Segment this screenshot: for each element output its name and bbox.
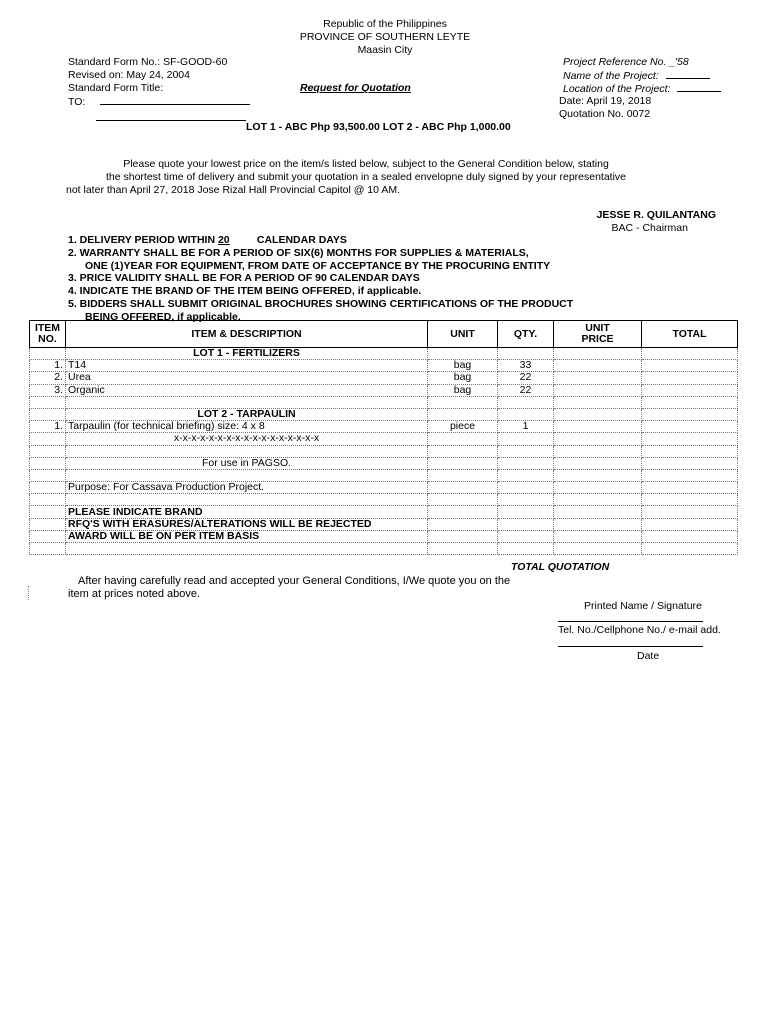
qty-cell xyxy=(498,445,554,457)
item-no-cell xyxy=(30,530,66,542)
header-total: TOTAL xyxy=(642,321,738,348)
item-no-cell xyxy=(30,445,66,457)
description-cell: PLEASE INDICATE BRAND xyxy=(66,506,428,518)
unit-cell xyxy=(428,506,498,518)
table-row xyxy=(30,469,738,481)
signatory-title: BAC - Chairman xyxy=(611,222,688,234)
project-reference: Project Reference No. _'58 xyxy=(563,56,689,68)
date-signature-line[interactable] xyxy=(558,646,703,647)
item-no-cell: 2. xyxy=(30,372,66,384)
table-row xyxy=(30,421,738,433)
table-row xyxy=(30,482,738,494)
condition-1 xyxy=(68,234,573,247)
total-cell[interactable] xyxy=(642,469,738,481)
unit-cell: bag xyxy=(428,372,498,384)
total-cell[interactable] xyxy=(642,457,738,469)
project-name-label: Name of the Project: xyxy=(563,70,659,82)
quotation-number: Quotation No. 0072 xyxy=(559,108,651,120)
item-no-cell: 3. xyxy=(30,384,66,396)
item-no-cell xyxy=(30,396,66,408)
qty-cell xyxy=(498,482,554,494)
lot-summary: LOT 1 - ABC Php 93,500.00 LOT 2 - ABC Php 1,000.00 xyxy=(246,121,511,133)
table-row xyxy=(30,348,738,360)
date-label: Date xyxy=(637,650,660,662)
total-cell[interactable] xyxy=(642,530,738,542)
item-no-cell xyxy=(30,469,66,481)
description-cell: Purpose: For Cassava Production Project. xyxy=(66,482,428,494)
table-row xyxy=(30,433,738,445)
quotation-date: Date: April 19, 2018 xyxy=(559,95,652,107)
header-item-no: ITEM NO. xyxy=(30,321,66,348)
unit-cell xyxy=(428,469,498,481)
unit-cell xyxy=(428,530,498,542)
intro-line-2: the shortest time of delivery and submit your quotation in a sealed envelopne duly signed by your representative xyxy=(105,171,627,183)
total-cell[interactable] xyxy=(642,482,738,494)
qty-cell: 1 xyxy=(498,421,554,433)
total-cell[interactable] xyxy=(642,384,738,396)
unit-price-cell[interactable] xyxy=(554,506,642,518)
unit-cell xyxy=(428,348,498,360)
intro-line-3: not later than April 27, 2018 Jose Rizal Hall Provincial Capitol @ 10 AM. xyxy=(66,184,400,196)
unit-cell xyxy=(428,457,498,469)
item-no-cell xyxy=(30,457,66,469)
total-cell[interactable] xyxy=(642,506,738,518)
description-cell: LOT 2 - TARPAULIN xyxy=(66,408,428,420)
item-no-cell xyxy=(30,518,66,530)
closing-line-1: After having carefully read and accepted your General Conditions, I/We quote you on the xyxy=(78,575,511,587)
unit-price-cell[interactable] xyxy=(554,482,642,494)
total-cell[interactable] xyxy=(642,408,738,420)
item-no-cell xyxy=(30,482,66,494)
description-cell xyxy=(66,396,428,408)
delivery-days-value: 20 xyxy=(217,234,230,246)
to-label: TO: xyxy=(68,96,86,108)
items-table xyxy=(29,320,738,555)
table-row xyxy=(30,408,738,420)
qty-cell xyxy=(498,348,554,360)
table-row xyxy=(30,384,738,396)
intro-paragraph xyxy=(66,158,666,197)
unit-cell xyxy=(428,482,498,494)
unit-price-cell[interactable] xyxy=(554,348,642,360)
item-no-cell: 1. xyxy=(30,421,66,433)
unit-price-cell[interactable] xyxy=(554,543,642,555)
unit-cell xyxy=(428,518,498,530)
qty-cell xyxy=(498,457,554,469)
qty-cell: 22 xyxy=(498,384,554,396)
header-unit: UNIT xyxy=(428,321,498,348)
revised-date: Revised on: May 24, 2004 xyxy=(68,69,190,81)
intro-line-1: Please quote your lowest price on the item/s listed below, subject to the General Condition below, stating xyxy=(123,158,609,170)
form-number: Standard Form No.: SF-GOOD-60 xyxy=(68,56,228,68)
unit-price-cell[interactable] xyxy=(554,469,642,481)
qty-cell: 33 xyxy=(498,360,554,372)
qty-cell xyxy=(498,543,554,555)
condition-1-suffix: CALENDAR DAYS xyxy=(253,234,347,246)
unit-cell: piece xyxy=(428,421,498,433)
table-row xyxy=(30,372,738,384)
table-row xyxy=(30,457,738,469)
item-no-cell xyxy=(30,543,66,555)
conditions-list xyxy=(68,234,573,324)
table-row xyxy=(30,518,738,530)
qty-cell xyxy=(498,518,554,530)
unit-cell xyxy=(428,543,498,555)
description-cell xyxy=(66,494,428,506)
total-cell[interactable] xyxy=(642,396,738,408)
condition-4: 4. INDICATE THE BRAND OF THE ITEM BEING OFFERED, if applicable. xyxy=(68,285,422,298)
unit-price-cell[interactable] xyxy=(554,494,642,506)
unit-cell: bag xyxy=(428,360,498,372)
item-no-cell xyxy=(30,348,66,360)
tel-label: Tel. No./Cellphone No./ e-mail add. xyxy=(558,624,721,636)
qty-cell xyxy=(498,530,554,542)
tel-signature-line[interactable] xyxy=(558,621,703,622)
table-row xyxy=(30,543,738,555)
item-no-cell xyxy=(30,494,66,506)
signatory-name: JESSE R. QUILANTANG xyxy=(596,209,716,221)
table-row xyxy=(30,494,738,506)
form-title: Request for Quotation xyxy=(300,82,411,94)
description-cell: x-x-x-x-x-x-x-x-x-x-x-x-x-x-x-x-x xyxy=(66,433,428,445)
table-row xyxy=(30,506,738,518)
total-cell[interactable] xyxy=(642,518,738,530)
total-cell[interactable] xyxy=(642,433,738,445)
qty-cell: 22 xyxy=(498,372,554,384)
project-location-label: Location of the Project: xyxy=(563,83,671,95)
table-row xyxy=(30,396,738,408)
header-city: Maasin City xyxy=(357,44,413,56)
description-cell: LOT 1 - FERTILIZERS xyxy=(66,348,428,360)
qty-cell xyxy=(498,396,554,408)
header-republic: Republic of the Philippines xyxy=(323,18,447,30)
unit-price-cell[interactable] xyxy=(554,384,642,396)
project-location-blank[interactable] xyxy=(677,82,721,92)
unit-price-cell[interactable] xyxy=(554,530,642,542)
total-cell[interactable] xyxy=(642,543,738,555)
total-cell[interactable] xyxy=(642,445,738,457)
project-name-blank[interactable] xyxy=(666,69,710,79)
description-cell xyxy=(66,469,428,481)
header-province: PROVINCE OF SOUTHERN LEYTE xyxy=(299,31,471,43)
description-cell xyxy=(66,543,428,555)
margin-mark xyxy=(28,586,29,600)
table-row xyxy=(30,360,738,372)
project-name-row xyxy=(563,69,710,82)
condition-3: 3. PRICE VALIDITY SHALL BE FOR A PERIOD OF 90 CALENDAR DAYS xyxy=(68,272,420,285)
total-cell[interactable] xyxy=(642,494,738,506)
unit-cell xyxy=(428,494,498,506)
unit-price-cell[interactable] xyxy=(554,457,642,469)
unit-price-cell[interactable] xyxy=(554,421,642,433)
unit-cell xyxy=(428,433,498,445)
description-cell xyxy=(66,445,428,457)
condition-5: 5. BIDDERS SHALL SUBMIT ORIGINAL BROCHURES SHOWING CERTIFICATIONS OF THE PRODUCT xyxy=(68,297,574,310)
header-qty: QTY. xyxy=(498,321,554,348)
qty-cell xyxy=(498,494,554,506)
qty-cell xyxy=(498,506,554,518)
unit-price-cell[interactable] xyxy=(554,408,642,420)
project-location-row xyxy=(563,82,721,95)
item-no-cell xyxy=(30,408,66,420)
item-no-cell xyxy=(30,506,66,518)
to-blank[interactable] xyxy=(100,95,250,105)
description-cell: T14 xyxy=(66,360,428,372)
unit-price-cell[interactable] xyxy=(554,360,642,372)
unit-price-cell[interactable] xyxy=(554,433,642,445)
total-cell[interactable] xyxy=(642,348,738,360)
unit-cell: bag xyxy=(428,384,498,396)
unit-price-cell[interactable] xyxy=(554,518,642,530)
item-no-cell xyxy=(30,433,66,445)
unit-price-cell[interactable] xyxy=(554,445,642,457)
table-row xyxy=(30,445,738,457)
to-line xyxy=(68,95,250,108)
description-cell: Organic xyxy=(66,384,428,396)
condition-5-cont: BEING OFFERED, if applicable. xyxy=(85,310,241,323)
header-unit-price: UNIT PRICE xyxy=(554,321,642,348)
item-no-cell: 1. xyxy=(30,360,66,372)
table-row xyxy=(30,530,738,542)
qty-cell xyxy=(498,408,554,420)
condition-2-cont: ONE (1)YEAR FOR EQUIPMENT, FROM DATE OF ACCEPTANCE BY THE PROCURING ENTITY xyxy=(85,259,551,272)
description-cell: Urea xyxy=(66,372,428,384)
form-title-label: Standard Form Title: xyxy=(68,82,164,94)
total-quotation-label: TOTAL QUOTATION xyxy=(511,561,610,573)
total-cell[interactable] xyxy=(642,421,738,433)
description-cell: AWARD WILL BE ON PER ITEM BASIS xyxy=(66,530,428,542)
condition-2: 2. WARRANTY SHALL BE FOR A PERIOD OF SIX(6) MONTHS FOR SUPPLIES & MATERIALS, xyxy=(68,246,529,259)
total-cell[interactable] xyxy=(642,372,738,384)
to-blank-2[interactable] xyxy=(96,120,246,121)
unit-cell xyxy=(428,408,498,420)
condition-1-text: 1. DELIVERY PERIOD WITHIN xyxy=(68,234,218,246)
unit-price-cell[interactable] xyxy=(554,372,642,384)
header-description: ITEM & DESCRIPTION xyxy=(66,321,428,348)
unit-cell xyxy=(428,445,498,457)
printed-name-label: Printed Name / Signature xyxy=(584,600,702,612)
qty-cell xyxy=(498,469,554,481)
unit-price-cell[interactable] xyxy=(554,396,642,408)
description-cell: Tarpaulin (for technical briefing) size: 4 x 8 xyxy=(66,421,428,433)
closing-line-2: item at prices noted above. xyxy=(68,588,201,600)
description-cell: For use in PAGSO. xyxy=(66,457,428,469)
description-cell: RFQ'S WITH ERASURES/ALTERATIONS WILL BE REJECTED xyxy=(66,518,428,530)
table-header-row xyxy=(30,321,738,348)
unit-cell xyxy=(428,396,498,408)
total-cell[interactable] xyxy=(642,360,738,372)
qty-cell xyxy=(498,433,554,445)
